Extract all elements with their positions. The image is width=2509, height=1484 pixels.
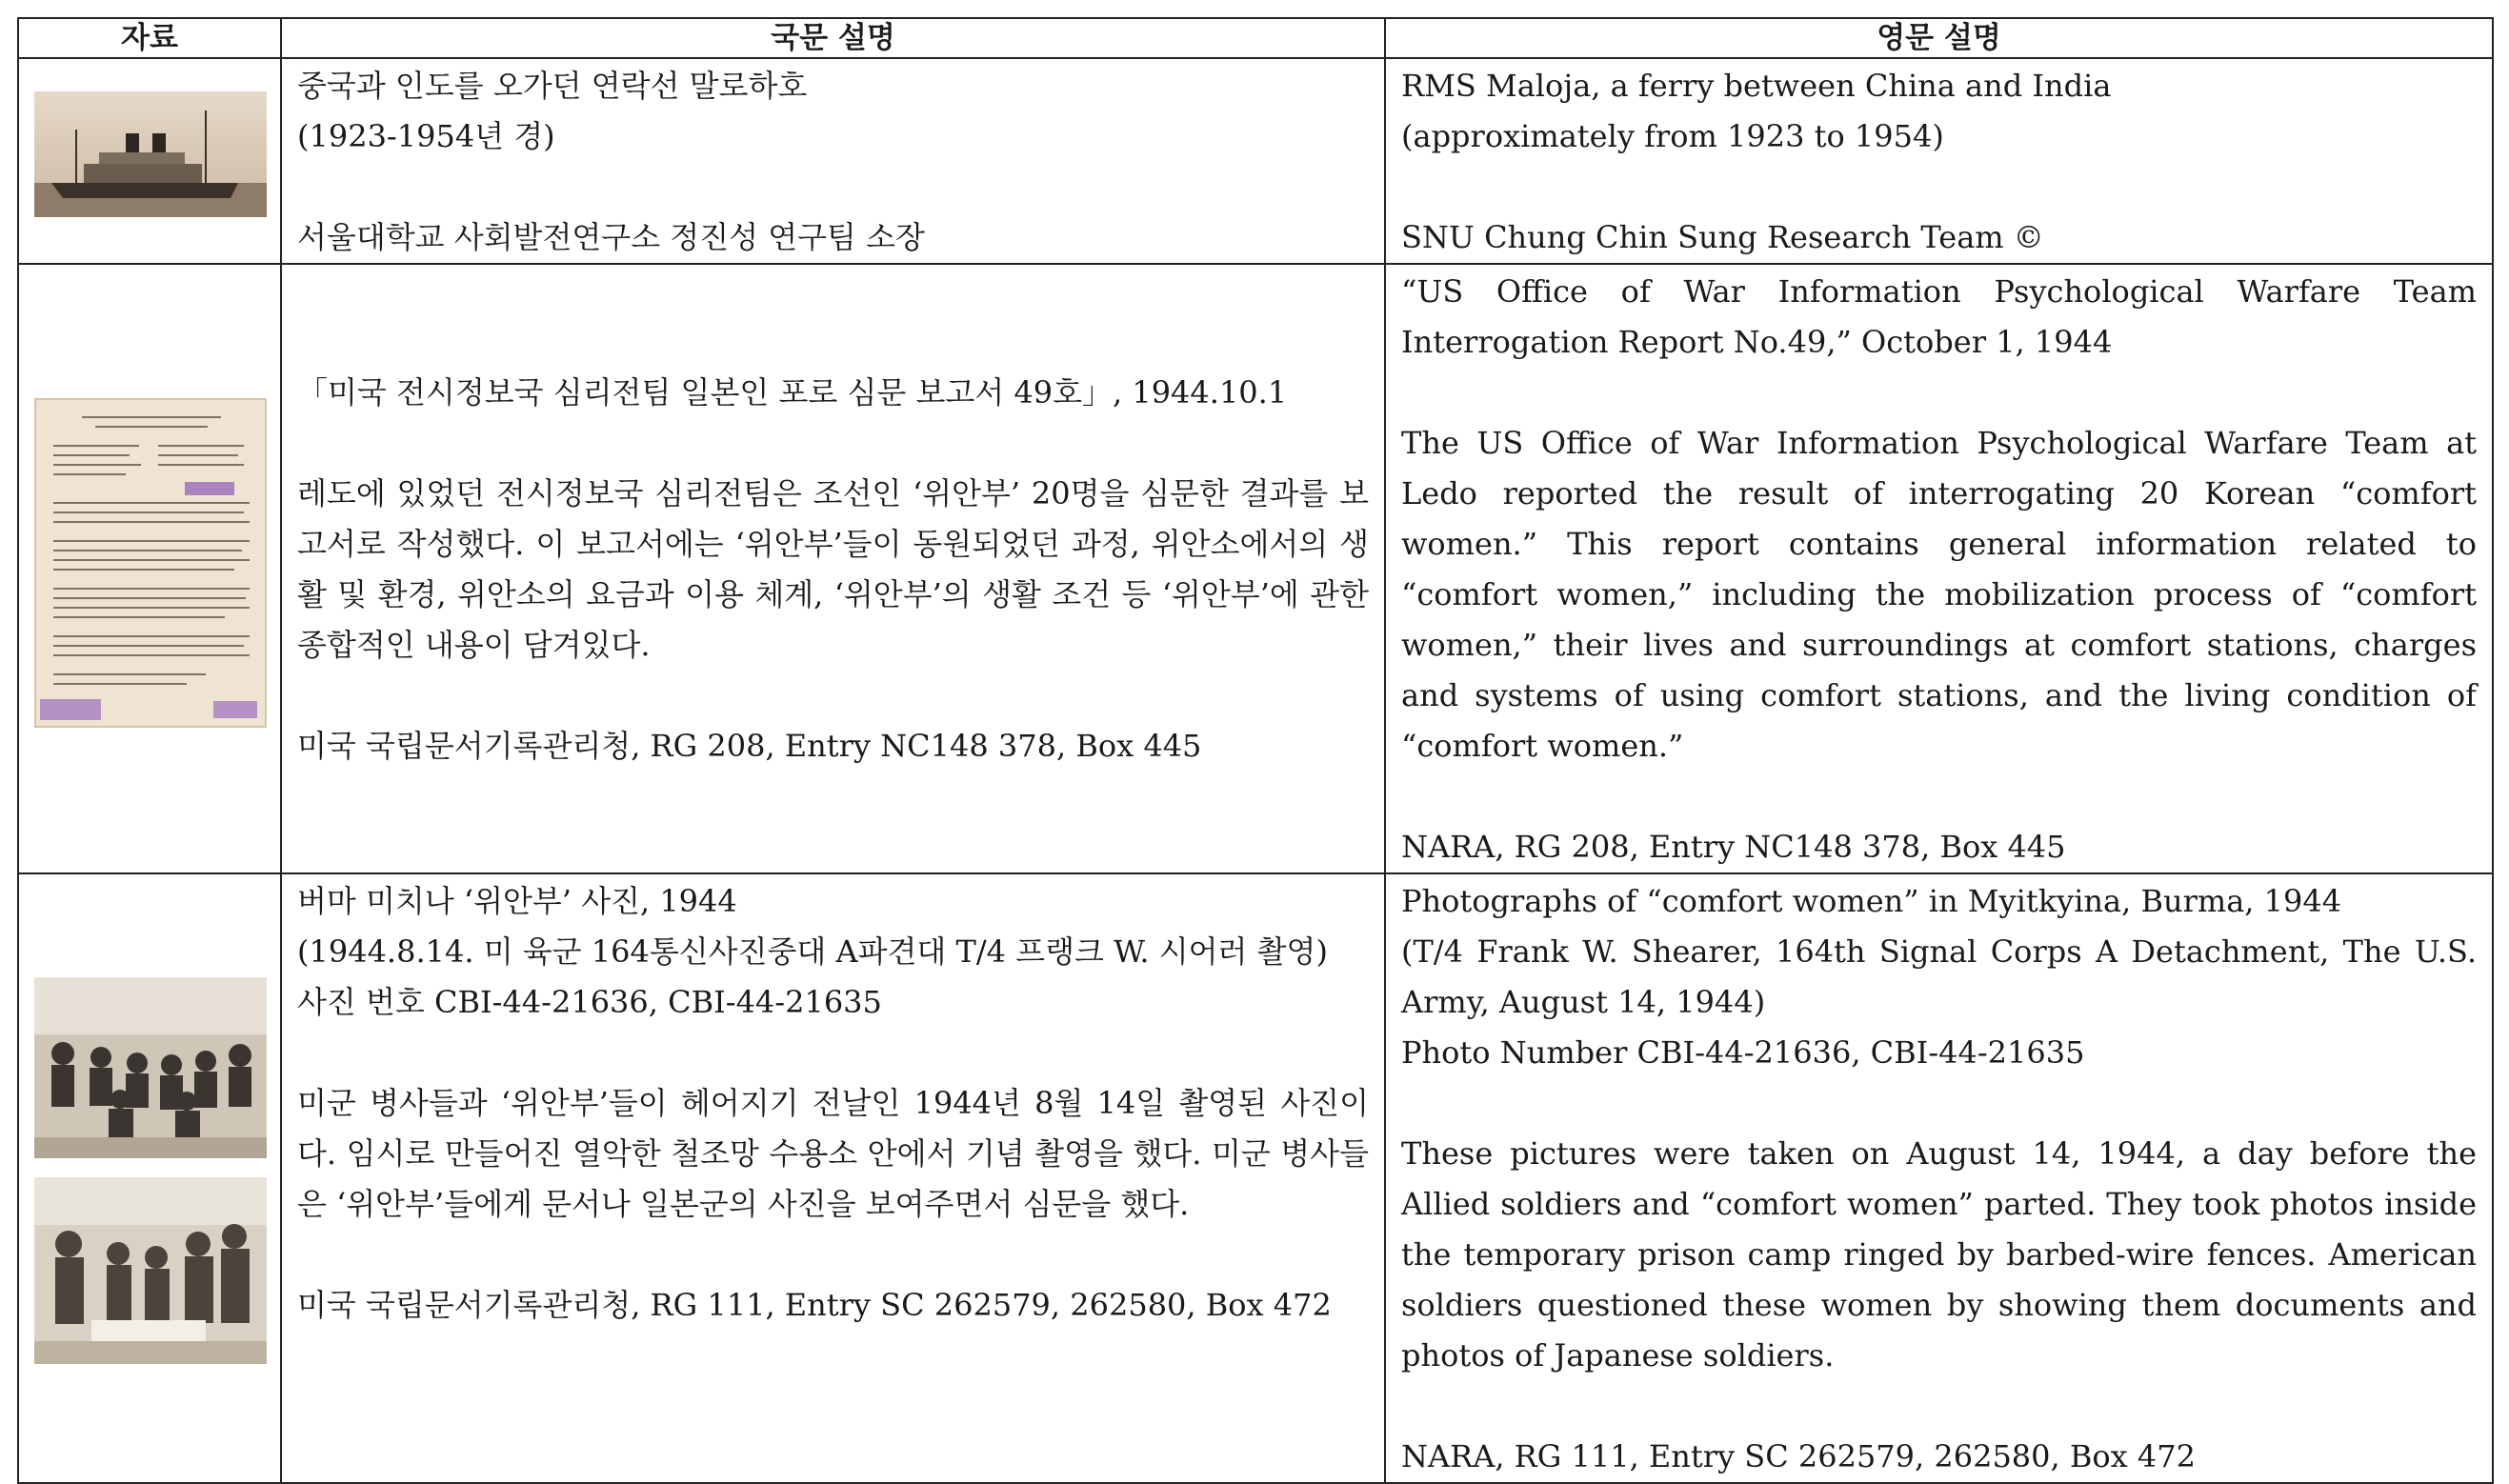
kr-body: 미군 병사들과 ‘위안부’들이 헤어지기 전날인 1944년 8월 14일 촬영된 사진이다. 임시로 만들어진 열악한 철조망 수용소 안에서 기념 촬영을 했다. 미군 병사들은 ‘위안부’들에게 문서나 일본군의 사진을 보여주면서 심문을 했다. (297, 1085, 1369, 1222)
korean-description-cell (281, 873, 1385, 1483)
en-title: “US Office of War Information Psychological Warfare Team Interrogation Report No.49,” October 1, 1944 (1401, 273, 2477, 360)
table-row (18, 58, 2493, 264)
kr-photo-number: 사진 번호 CBI-44-21636, CBI-44-21635 (297, 984, 882, 1020)
kr-line: 중국과 인도를 오가던 연락선 말로하호 (297, 68, 808, 104)
header-materials: 자료 (18, 18, 281, 58)
image-cell (18, 873, 281, 1483)
kr-line: (1923-1954년 경) (297, 118, 555, 154)
kr-source: 미국 국립문서기록관리청, RG 111, Entry SC 262579, 262580, Box 472 (297, 1287, 1332, 1323)
en-source: NARA, RG 111, Entry SC 262579, 262580, Box 472 (1401, 1438, 2196, 1474)
image-cell (18, 58, 281, 264)
korean-description-cell (281, 58, 1385, 264)
en-source: SNU Chung Chin Sung Research Team © (1401, 219, 2044, 255)
en-title: Photographs of “comfort women” in Myitkyina, Burma, 1944 (1401, 883, 2342, 919)
en-line: (approximately from 1923 to 1954) (1401, 118, 1944, 154)
kr-title: 「미국 전시정보국 심리전팀 일본인 포로 심문 보고서 49호」, 1944.10.1 (297, 374, 1288, 411)
image-cell (18, 264, 281, 873)
table-header-row (18, 18, 2493, 58)
header-korean-description: 국문 설명 (281, 18, 1385, 58)
table-row (18, 264, 2493, 873)
archive-table (17, 17, 2494, 1484)
en-credit: (T/4 Frank W. Shearer, 164th Signal Corps A Detachment, The U.S. Army, August 14, 1944) (1401, 933, 2477, 1020)
kr-title: 버마 미치나 ‘위안부’ 사진, 1944 (297, 883, 737, 919)
table-row (18, 873, 2493, 1483)
en-photo-number: Photo Number CBI-44-21636, CBI-44-21635 (1401, 1034, 2085, 1071)
english-description-cell (1385, 873, 2493, 1483)
kr-credit: (1944.8.14. 미 육군 164통신사진중대 A파견대 T/4 프랭크 W. 시어러 촬영) (297, 933, 1328, 970)
header-english-description: 영문 설명 (1385, 18, 2493, 58)
kr-source: 미국 국립문서기록관리청, RG 208, Entry NC148 378, Box 445 (297, 728, 1202, 764)
en-body: The US Office of War Information Psychological Warfare Team at Ledo reported the result of interrogating 20 Korean “comfort women.” This report contains general information related to “comfort women,” including the mobilization process of “comfort women,” their lives and surroundings at comfort stations, charges and systems of using comfort stations, and the living condition of “comfort women.” (1401, 425, 2477, 764)
en-body: These pictures were taken on August 14, 1944, a day before the Allied soldiers and “comfort women” parted. They took photos inside the temporary prison camp ringed by barbed-wire fences. American soldiers questioned these women by showing them documents and photos of Japanese soldiers. (1401, 1135, 2477, 1374)
english-description-cell (1385, 264, 2493, 873)
ship-photo (34, 91, 267, 217)
kr-source: 서울대학교 사회발전연구소 정진성 연구팀 소장 (297, 219, 925, 255)
group-photo-2 (34, 1177, 267, 1364)
kr-body: 레도에 있었던 전시정보국 심리전팀은 조선인 ‘위안부’ 20명을 심문한 결과를 보고서로 작성했다. 이 보고서에는 ‘위안부’들이 동원되었던 과정, 위안소에서의 생활 및 환경, 위안소의 요금과 이용 체계, ‘위안부’의 생활 조건 등 ‘위안부’에 관한 종합적인 내용이 담겨있다. (297, 475, 1369, 663)
group-photo-1 (34, 977, 267, 1158)
en-source: NARA, RG 208, Entry NC148 378, Box 445 (1401, 829, 2066, 865)
document-scan (34, 398, 267, 728)
korean-description-cell (281, 264, 1385, 873)
en-line: RMS Maloja, a ferry between China and India (1401, 68, 2112, 104)
english-description-cell (1385, 58, 2493, 264)
